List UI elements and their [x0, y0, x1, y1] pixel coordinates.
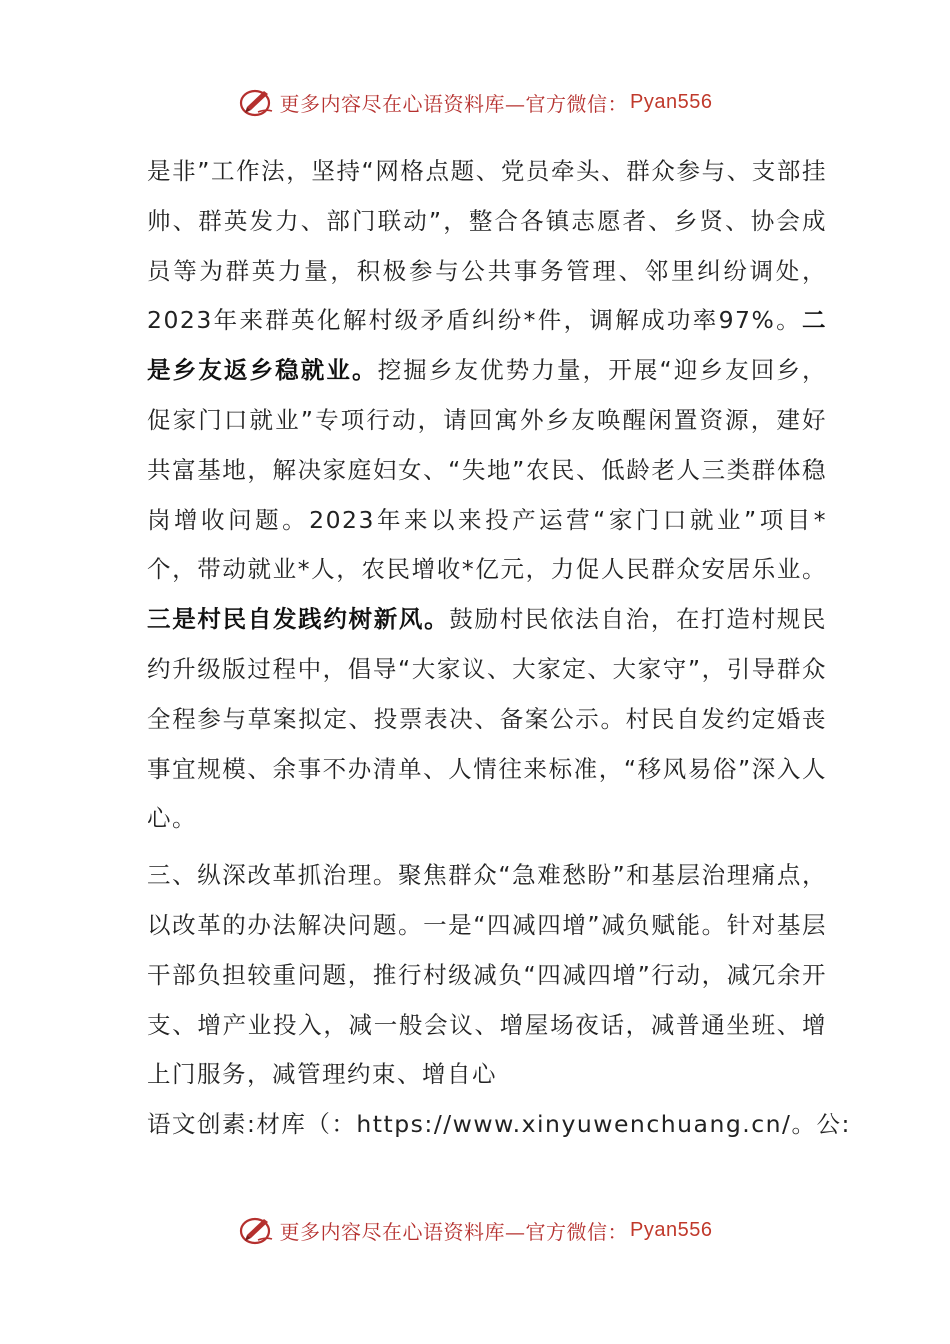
source-url-line: 语文创素:材库（：https://www.xinyuwenchuang.cn/。公: [147, 1110, 851, 1139]
header-watermark [0, 82, 950, 122]
heading-point-3: 三是村民自发践约树新风。 [147, 605, 450, 634]
paragraph-2 [147, 851, 851, 1150]
paragraph-1-text-b: 挖掘乡友优势力量，开展“迎乡友回乡，促家门口就业”专项行动，请回寓外乡友唤醒闲置资源，建好共富基地，解决家庭妇女、“失地”农民、低龄老人三类群体稳岗增收问题。2023年来以来投产运营“家门口就业”项目*个，带动就业*人，农民增收*亿元，力促人民群众安居乐业。 [147, 356, 827, 584]
paragraph-2-text: 三、纵深改革抓治理。聚焦群众“急难愁盼”和基层治理痛点，以改革的办法解决问题。一是“四减四增”减负赋能。针对基层干部负担较重问题，推行村级减负“四减四增”行动，减冗余开支、增产业投入，减一般会议、增屋场夜话，减普通坐班、增上门服务，减管理约束、增自心 [147, 861, 827, 1089]
header-watermark-text: 更多内容尽在心语资料库—官方微信： [279, 91, 629, 116]
pen-logo-icon [238, 85, 276, 119]
paragraph-1 [147, 147, 827, 844]
footer-watermark-handle: Pyan556 [630, 1218, 713, 1241]
paragraph-1-text-a: 是非”工作法，坚持“网格点题、党员牵头、群众参与、支部挂帅、群英发力、部门联动”，整合各镇志愿者、乡贤、协会成员等为群英力量，积极参与公共事务管理、邻里纠纷调处，2023年来群英化解村级矛盾纠纷*件，调解成功率97%。 [147, 157, 827, 335]
document-body [147, 147, 851, 1150]
header-watermark-handle: Pyan556 [630, 90, 713, 113]
footer-watermark [0, 1210, 950, 1250]
paragraph-1-text-c: 鼓励村民依法自治，在打造村规民约升级版过程中，倡导“大家议、大家定、大家守”，引导群众全程参与草案拟定、投票表决、备案公示。村民自发约定婚丧事宜规模、余事不办清单、人情往来标准，“移风易俗”深入人心。 [147, 605, 828, 833]
heading-point-2: 二是乡友返乡稳就业。 [147, 306, 827, 385]
pen-logo-icon [238, 1213, 276, 1247]
footer-watermark-text: 更多内容尽在心语资料库—官方微信： [279, 1219, 629, 1244]
